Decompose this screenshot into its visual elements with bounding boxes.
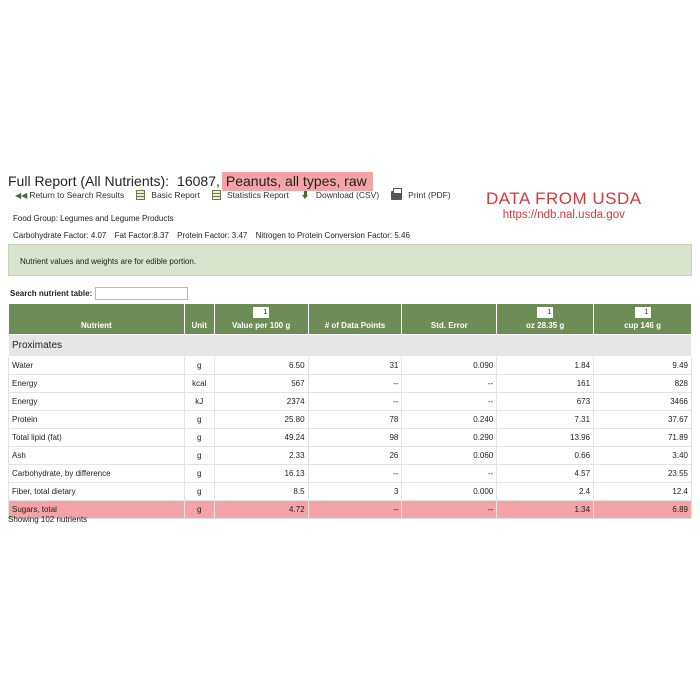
carbohydrate-factor: Carbohydrate Factor: 4.07 [13, 231, 107, 240]
cell-dp: -- [308, 465, 402, 483]
cell-nutrient: Sugars, total [9, 501, 185, 519]
table-row [9, 429, 692, 447]
cup-quantity-input[interactable]: 1 [635, 307, 651, 318]
cell-oz: 2.4 [497, 483, 594, 501]
cell-value: 4.72 [214, 501, 308, 519]
cell-unit: g [184, 483, 214, 501]
search-label: Search nutrient table: [10, 289, 93, 298]
table-row [9, 465, 692, 483]
cell-unit: g [184, 411, 214, 429]
nutrient-count: Showing 102 nutrients [8, 515, 88, 524]
header-oz[interactable]: 1 oz 28.35 g [497, 304, 594, 335]
basic-report-link[interactable]: Basic Report [136, 190, 200, 200]
cell-value: 6.50 [214, 357, 308, 375]
cell-cup: 828 [594, 375, 692, 393]
table-row [9, 501, 692, 519]
cell-unit: g [184, 447, 214, 465]
cell-oz: 1.84 [497, 357, 594, 375]
document-icon [212, 190, 221, 200]
cell-se: 0.290 [402, 429, 497, 447]
cell-se: 0.090 [402, 357, 497, 375]
cell-cup: 12.4 [594, 483, 692, 501]
cell-dp: 78 [308, 411, 402, 429]
info-message: Nutrient values and weights are for edible portion. [8, 244, 692, 276]
cell-dp: 31 [308, 357, 402, 375]
value-quantity-input[interactable]: 1 [253, 307, 269, 318]
report-title [8, 172, 373, 191]
cell-value: 25.80 [214, 411, 308, 429]
cell-se: -- [402, 375, 497, 393]
cell-dp: -- [308, 375, 402, 393]
cell-nutrient: Water [9, 357, 185, 375]
table-row [9, 393, 692, 411]
cell-unit: g [184, 429, 214, 447]
cell-cup: 37.67 [594, 411, 692, 429]
cell-oz: 4.57 [497, 465, 594, 483]
header-unit[interactable]: Unit [184, 304, 214, 335]
cell-nutrient: Fiber, total dietary [9, 483, 185, 501]
fat-factor: Fat Factor:8.37 [114, 231, 169, 240]
download-icon [301, 191, 310, 200]
protein-factor: Protein Factor: 3.47 [177, 231, 248, 240]
cell-value: 567 [214, 375, 308, 393]
header-value[interactable]: 1 Value per 100 g [214, 304, 308, 335]
cell-dp: 3 [308, 483, 402, 501]
cell-se: 0.060 [402, 447, 497, 465]
download-csv-link[interactable]: Download (CSV) [301, 190, 379, 200]
print-pdf-link[interactable]: Print (PDF) [391, 190, 451, 200]
cell-oz: 673 [497, 393, 594, 411]
statistics-report-link[interactable]: Statistics Report [212, 190, 289, 200]
printer-icon [391, 191, 402, 200]
cell-cup: 23.55 [594, 465, 692, 483]
group-row [9, 335, 692, 357]
group-label: Proximates [9, 335, 692, 357]
cell-nutrient: Carbohydrate, by difference [9, 465, 185, 483]
watermark-url: https://ndb.nal.usda.gov [502, 209, 625, 221]
ndb-number: 16087, [177, 173, 220, 189]
cell-oz: 0.66 [497, 447, 594, 465]
cell-se: -- [402, 393, 497, 411]
cell-unit: g [184, 501, 214, 519]
cell-oz: 13.96 [497, 429, 594, 447]
cell-value: 16.13 [214, 465, 308, 483]
cell-nutrient: Ash [9, 447, 185, 465]
food-group: Food Group: Legumes and Legume Products [13, 214, 174, 223]
cell-unit: kJ [184, 393, 214, 411]
cell-oz: 1.34 [497, 501, 594, 519]
usda-watermark [486, 189, 642, 221]
cell-oz: 7.31 [497, 411, 594, 429]
watermark-title: DATA FROM USDA [486, 189, 642, 208]
cell-se: -- [402, 501, 497, 519]
back-arrow-icon: ◀◀ [15, 190, 28, 200]
cell-dp: 26 [308, 447, 402, 465]
cell-value: 2.33 [214, 447, 308, 465]
food-name-highlighted: Peanuts, all types, raw [222, 172, 373, 191]
cell-nutrient: Protein [9, 411, 185, 429]
cell-se: 0.240 [402, 411, 497, 429]
cell-cup: 3.40 [594, 447, 692, 465]
cell-dp: -- [308, 393, 402, 411]
report-links [15, 190, 463, 200]
table-row [9, 447, 692, 465]
table-row [9, 483, 692, 501]
nutrient-table [8, 303, 692, 519]
cell-nutrient: Total lipid (fat) [9, 429, 185, 447]
cell-oz: 161 [497, 375, 594, 393]
cell-cup: 6.89 [594, 501, 692, 519]
table-row [9, 357, 692, 375]
cell-nutrient: Energy [9, 375, 185, 393]
header-std-error[interactable]: Std. Error [402, 304, 497, 335]
cell-cup: 3466 [594, 393, 692, 411]
search-row [10, 287, 188, 300]
cell-cup: 9.49 [594, 357, 692, 375]
cell-se: -- [402, 465, 497, 483]
table-row [9, 411, 692, 429]
oz-quantity-input[interactable]: 1 [537, 307, 553, 318]
cell-dp: -- [308, 501, 402, 519]
nitrogen-factor: Nitrogen to Protein Conversion Factor: 5.46 [255, 231, 410, 240]
header-cup[interactable]: 1 cup 146 g [594, 304, 692, 335]
table-header-row [9, 304, 692, 335]
cell-se: 0.000 [402, 483, 497, 501]
cell-value: 8.5 [214, 483, 308, 501]
cell-unit: g [184, 357, 214, 375]
search-input[interactable] [95, 287, 188, 300]
report-title-label: Full Report (All Nutrients): [8, 173, 170, 189]
cell-unit: g [184, 465, 214, 483]
header-nutrient[interactable]: Nutrient [9, 304, 185, 335]
cell-unit: kcal [184, 375, 214, 393]
table-row [9, 375, 692, 393]
cell-value: 49.24 [214, 429, 308, 447]
cell-value: 2374 [214, 393, 308, 411]
return-to-search-link[interactable]: ◀◀ Return to Search Results [15, 190, 125, 200]
header-data-points[interactable]: # of Data Points [308, 304, 402, 335]
cell-cup: 71.89 [594, 429, 692, 447]
cell-nutrient: Energy [9, 393, 185, 411]
conversion-factors [13, 231, 416, 240]
cell-dp: 98 [308, 429, 402, 447]
document-icon [136, 190, 145, 200]
